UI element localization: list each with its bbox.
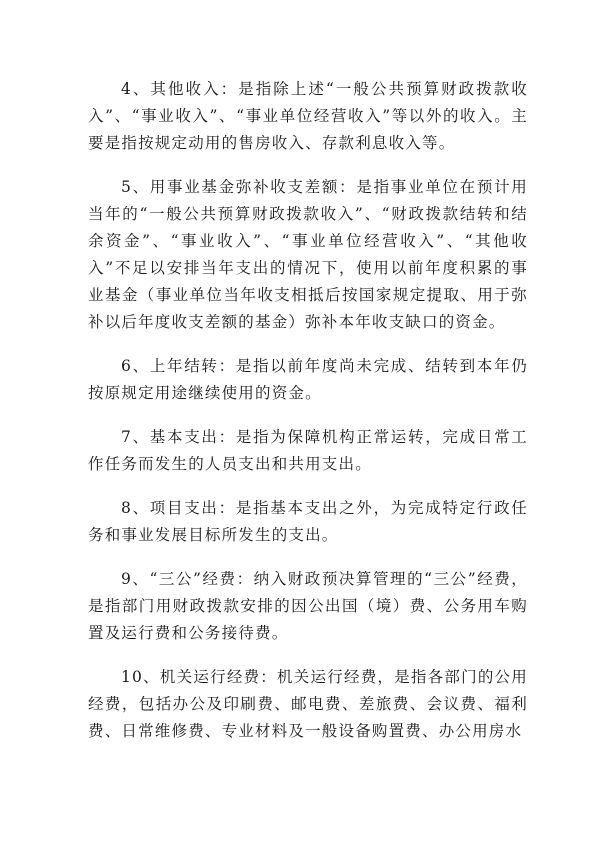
paragraph-three-public-funds: 9、“三公”经费：纳入财政预决算管理的“三公”经费，是指部门用财政拨款安排的因公出国（境）费、公务用车购置及运行费和公务接待费。	[88, 570, 528, 642]
paragraph-business-fund: 5、用事业基金弥补收支差额：是指事业单位在预计用当年的“一般公共预算财政拨款收入”、“财政拨款结转和结余资金”、“事业收入”、“事业单位经营收入”、“其他收入”不足以安排当年支出的情况下，使用以前年度积累的事业基金（事业单位当年收支相抵后按国家规定提取、用于弥补以后年度收支差额的基金）弥补本年收支缺口的资金。	[88, 178, 528, 331]
paragraph-agency-operating-funds: 10、机关运行经费：机关运行经费，是指各部门的公用经费，包括办公及印刷费、邮电费、差旅费、会议费、福利费、日常维修费、专业材料及一般设备购置费、办公用房水	[88, 668, 528, 740]
paragraph-prior-year-carryover: 6、上年结转：是指以前年度尚未完成、结转到本年仍按原规定用途继续使用的资金。	[88, 357, 528, 402]
paragraph-project-expenditure: 8、项目支出：是指基本支出之外，为完成特定行政任务和事业发展目标所发生的支出。	[88, 499, 528, 544]
paragraph-other-income: 4、其他收入：是指除上述“一般公共预算财政拨款收入”、“事业收入”、“事业单位经营收入”等以外的收入。主要是指按规定动用的售房收入、存款利息收入等。	[88, 80, 528, 152]
paragraph-basic-expenditure: 7、基本支出：是指为保障机构正常运转，完成日常工作任务而发生的人员支出和共用支出。	[88, 428, 528, 473]
document-body	[88, 76, 528, 762]
